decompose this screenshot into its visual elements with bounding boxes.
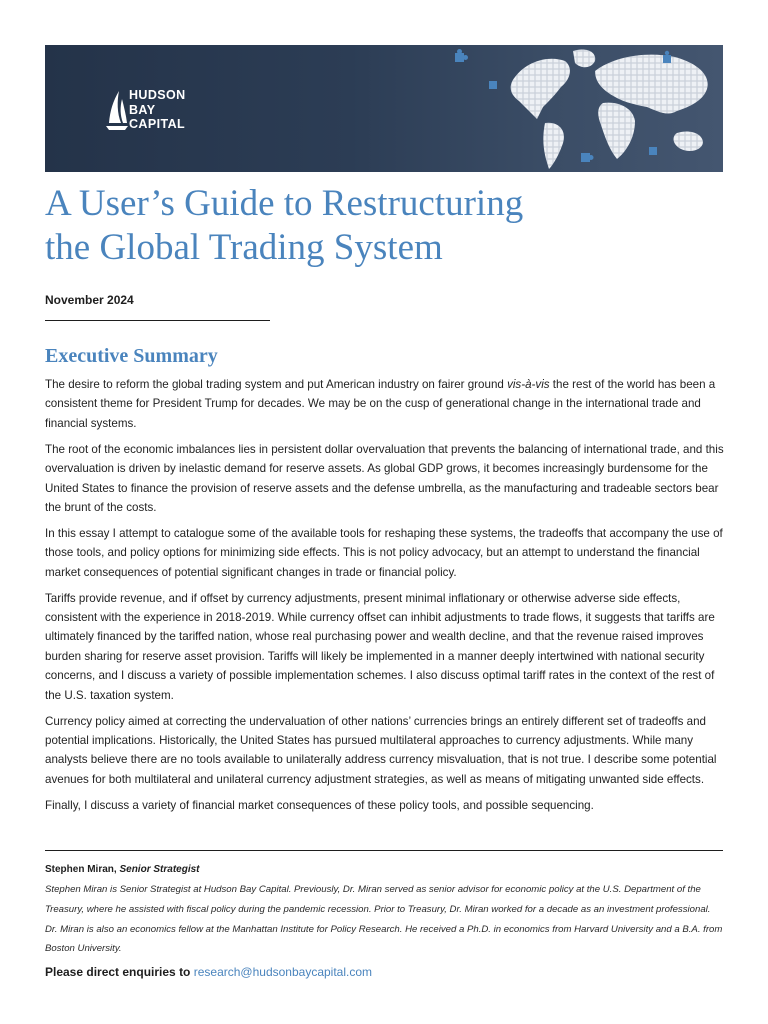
executive-summary-heading: Executive Summary (45, 345, 218, 367)
summary-paragraph-5: Currency policy aimed at correcting the undervaluation of other nations’ currencies brings an entirely different set of tradeoffs and potential implications. Historically, the United States has pursued multilateral approaches to currency adjustments. While many analysts believe there are no tools available to unilaterally address currency misvaluation, that is not true. I describe some potential avenues for both multilateral and unilateral currency adjustment strategies, as well as means of mitigating unwanted side effects. (45, 714, 717, 786)
summary-paragraph-2: The root of the economic imbalances lies in persistent dollar overvaluation that prevents the balancing of international trade, and this overvaluation is driven by inelastic demand for reserve assets. As global GDP grows, it becomes increasingly burdensome for the United States to finance the provision of reserve assets and the defense umbrella, as the manufacturing and tradeable sectors bear the brunt of the costs. (45, 442, 724, 514)
executive-summary-body (45, 375, 725, 822)
summary-paragraph-6: Finally, I discuss a variety of financial market consequences of these policy tools, and possible sequencing. (45, 798, 594, 812)
author-bio: Stephen Miran is Senior Strategist at Hudson Bay Capital. Previously, Dr. Miran served as senior advisor for economic policy at the U.S. Department of the Treasury, where he assisted with fiscal policy during the pandemic recession. Prior to Treasury, Dr. Miran worked for a decade as an investment professional. Dr. Miran is also an economics fellow at the Manhattan Institute for Policy Research. He received a Ph.D. in economics from Harvard University and a B.A. from Boston University. (45, 884, 723, 955)
enquiry-label: Please direct enquiries to (45, 965, 191, 979)
author-title: Senior Strategist (119, 864, 200, 875)
p1-italic-text: vis-à-vis (507, 378, 550, 391)
author-separator: , (113, 864, 120, 875)
sailboat-logo-icon (105, 89, 129, 133)
p1-text-before: The desire to reform the global trading system and put American industry on fairer ground (45, 378, 508, 391)
contact-email-link[interactable]: research@hudsonbaycapital.com (193, 965, 373, 979)
author-name: Stephen Miran (45, 864, 114, 875)
header-banner (45, 45, 723, 172)
world-map-puzzle-icon (445, 45, 723, 172)
date-divider (45, 320, 270, 321)
publication-date: November 2024 (45, 293, 134, 307)
title-line-2: the Global Trading System (45, 227, 443, 268)
company-logo[interactable] (105, 88, 225, 134)
author-divider (45, 850, 723, 851)
p1-text-after: the rest of the world has been a consistent theme for President Trump for decades. We may be on the cusp of generational change in the international trade and financial systems. (45, 378, 716, 430)
summary-paragraph-1 (45, 375, 725, 433)
author-byline (45, 864, 200, 875)
summary-paragraph-3: In this essay I attempt to catalogue some of the available tools for reshaping these systems, the tradeoffs that accompany the use of those tools, and policy options for minimizing side effects. This is not policy advocacy, but an attempt to understand the financial market consequences of potential significant changes in trade or financial policy. (45, 526, 723, 579)
logo-line-1: HUDSON (129, 88, 186, 102)
title-line-1: A User’s Guide to Restructuring (45, 183, 524, 224)
logo-line-2: BAY (129, 102, 156, 117)
logo-text (129, 88, 186, 132)
summary-paragraph-4: Tariffs provide revenue, and if offset by currency adjustments, present minimal inflationary or otherwise adverse side effects, consistent with the experience in 2018-2019. While currency offset can inhibit adjustments to trade flows, it suggests that tariffs are ultimately financed by the tariffed nation, whose real purchasing power and wealth decline, and that the revenue raised improves burden sharing for reserve asset provision. Tariffs will likely be implemented in a manner deeply intertwined with national security concerns, and I discuss a variety of possible implementation schemes. I also discuss optimal tariff rates in the context of the rest of the U.S. taxation system. (45, 591, 715, 702)
document-title (45, 182, 685, 270)
enquiry-line (45, 965, 372, 979)
logo-line-3: CAPITAL (129, 117, 186, 131)
